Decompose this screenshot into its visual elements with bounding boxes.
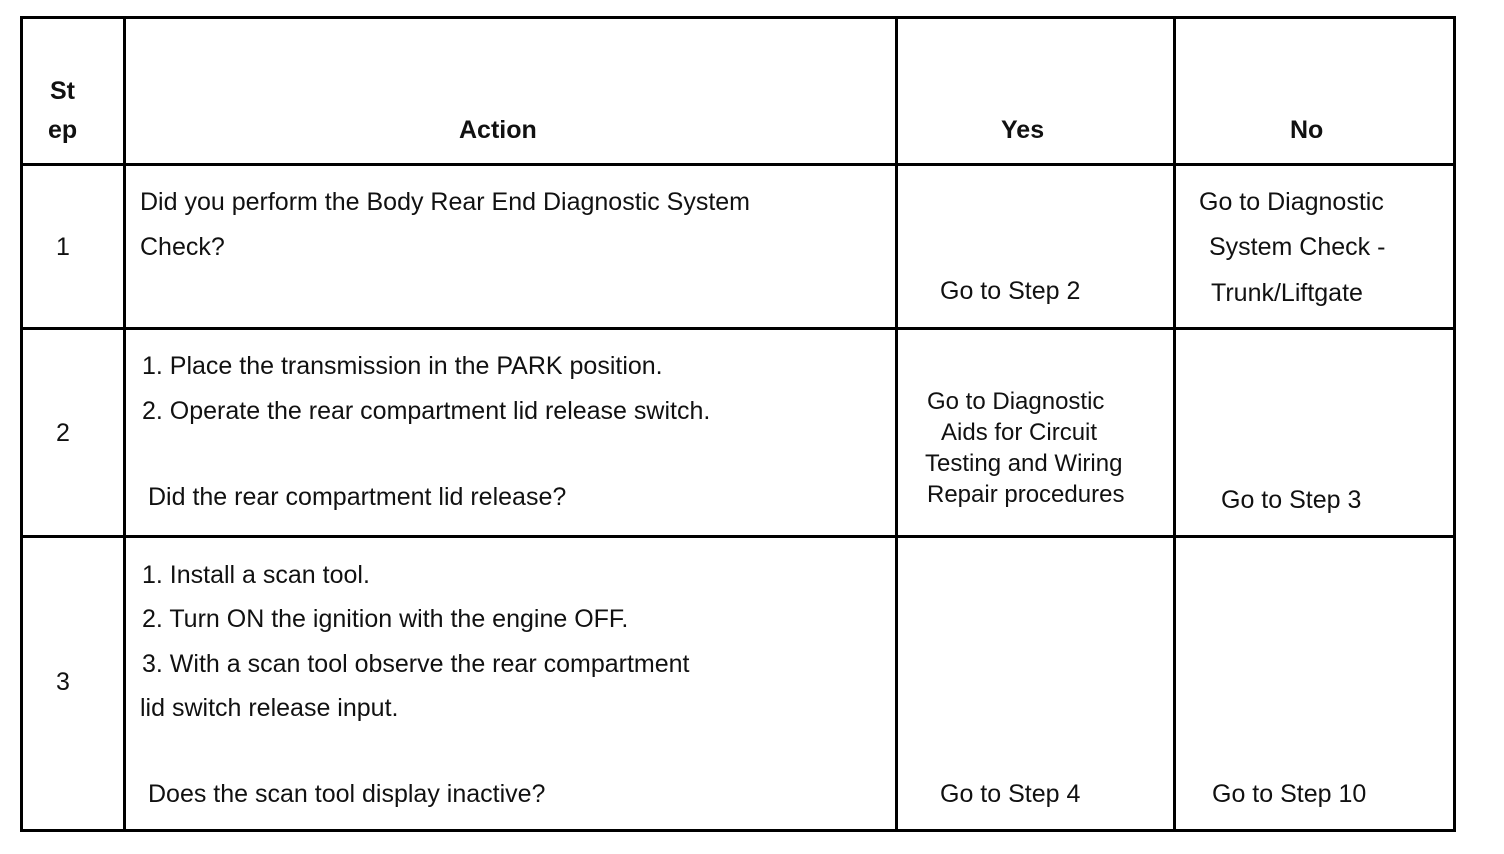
yes-result: Repair procedures: [927, 481, 1125, 508]
no-result: System Check -: [1209, 233, 1386, 261]
row-divider: [23, 163, 1453, 166]
header-step: St: [50, 77, 75, 105]
action-text: Did you perform the Body Rear End Diagnostic System: [140, 188, 750, 216]
column-divider: [895, 19, 898, 829]
step-number: 3: [56, 668, 70, 696]
no-result: Go to Step 10: [1212, 780, 1367, 808]
step-number: 2: [56, 419, 70, 447]
action-text: Check?: [140, 233, 225, 261]
header-action: Action: [459, 116, 537, 144]
header-yes: Yes: [1001, 116, 1045, 144]
action-list-item: lid switch release input.: [140, 694, 399, 722]
no-result: Go to Step 3: [1221, 486, 1362, 514]
action-list-item: 1. Place the transmission in the PARK position.: [142, 352, 663, 380]
action-question: Does the scan tool display inactive?: [148, 780, 546, 808]
yes-result: Go to Diagnostic: [927, 388, 1105, 415]
header-no: No: [1290, 116, 1324, 144]
row-divider: [23, 535, 1453, 538]
yes-result: Aids for Circuit: [941, 419, 1098, 446]
action-list-item: 1. Install a scan tool.: [142, 561, 370, 589]
action-list-item: 2. Operate the rear compartment lid release switch.: [142, 397, 711, 425]
action-question: Did the rear compartment lid release?: [148, 483, 567, 511]
yes-result: Go to Step 4: [940, 780, 1081, 808]
yes-result: Go to Step 2: [940, 277, 1081, 305]
row-divider: [23, 327, 1453, 330]
column-divider: [123, 19, 126, 829]
action-list-item: 3. With a scan tool observe the rear compartment: [142, 650, 690, 678]
no-result: Go to Diagnostic: [1199, 188, 1384, 216]
header-step: ep: [48, 116, 78, 144]
step-number: 1: [56, 233, 70, 261]
yes-result: Testing and Wiring: [925, 450, 1123, 477]
column-divider: [1173, 19, 1176, 829]
action-list-item: 2. Turn ON the ignition with the engine OFF.: [142, 605, 629, 633]
no-result: Trunk/Liftgate: [1211, 279, 1363, 307]
